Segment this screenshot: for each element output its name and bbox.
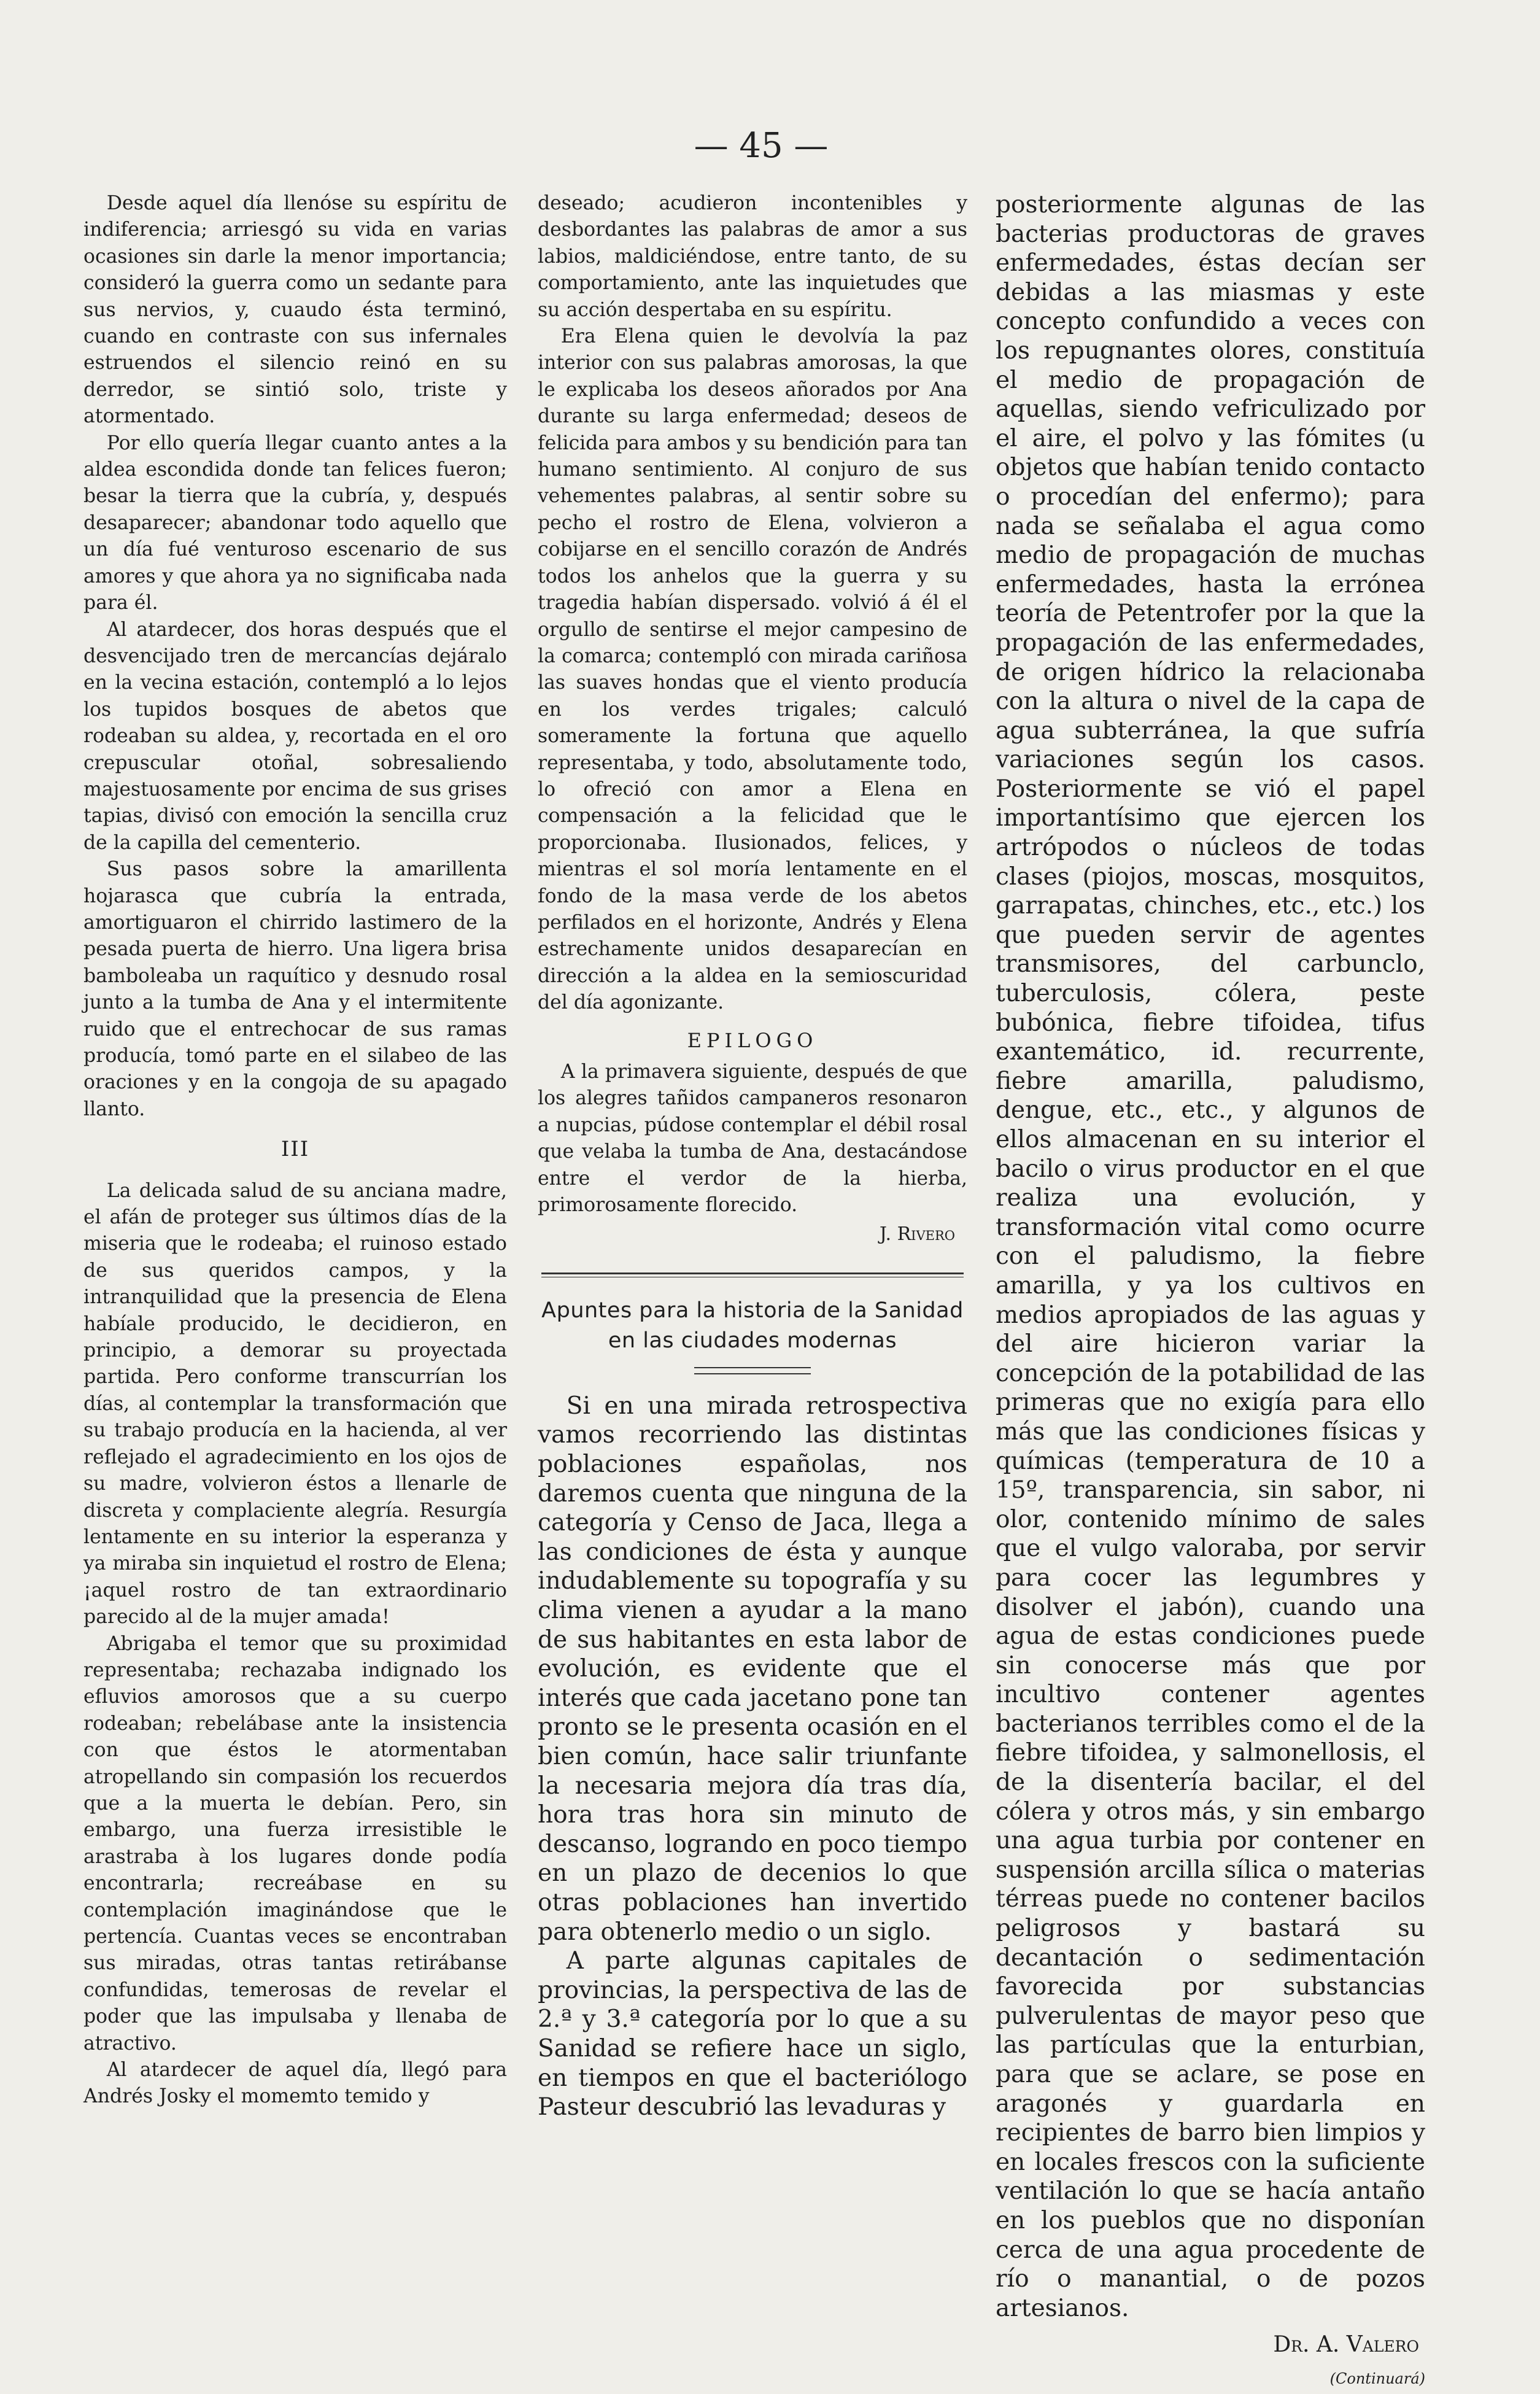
author-signature: J. Rivero — [879, 1223, 955, 1245]
paragraph: Era Elena quien le devolvía la paz interior con sus palabras amorosas, la que le explicaba los deseos añorados por Ana durante su larga enfermedad; deseos de felicida para ambos y su bendición para tan humano sentimiento. Al conjuro de sus vehementes palabras, al sentir sobre su pecho el rostro de Elena, volvieron a cobijarse en el sencillo corazón de Andrés todos los anhelos que la guerra y su tragedia habían dispersado. volvió á él el orgullo de sentirse el mejor campesino de la comarca; contempló con mirada cariñosa las suaves hondas que el viento producía en los verdes trigales; calculó someramente la fortuna que aquello representaba, y todo, absolutamente todo, lo ofreció con amor a Elena en compensación a la felicidad que le proporcionaba. Ilusionados, felices, y mientras el sol moría lentamente en el fondo de la masa verde de los abetos perfilados en el horizonte, Andrés y Elena estrechamente unidos desaparecían en dirección a la aldea en la semioscuridad del día agonizante. — [538, 325, 967, 1014]
paragraph: posteriormente algunas de las bacterias productoras de graves enfermedades, éstas decían ser debidas a las miasmas y este concepto confundido a veces con los repugnantes olores, constituía el medio de propagación de aquellas, siendo vefriculizado por el aire, el polvo y las fómites (u objetos que habían tenido contacto o procedían del enfermo); para nada se señalaba el agua como medio de propagación de muchas enfermedades, hasta la errónea teoría de Petentrofer por la que la propagación de las enfermedades, de origen hídrico la relacionaba con la altura o nivel de la capa de agua subterránea, la que sufría variaciones según los casos. Posteriormente se vió el papel importantísimo que ejercen los artrópodos o núcleos de todas clases (piojos, moscas, mosquitos, garrapatas, chinches, etc., etc.) los que pueden servir de agentes transmisores, del carbunclo, tuberculosis, cólera, peste bubónica, fiebre tifoidea, tifus exantemático, id. recurrente, fiebre amarilla, paludismo, dengue, etc., etc., y algunos de ellos almacenan en su interior el bacilo o virus productor en el que realiza una evolución, y transformación vital como ocurre con el paludismo, la fiebre amarilla, y ya los cultivos en medios apropiados de las aguas y del aire hicieron variar la concepción de la potabilidad de las primeras que no exigía para ello más que las condiciones físicas y químicas (temperatura de 10 a 15º, transparencia, sin sabor, ni olor, contenido mínimo de sales que el vulgo valoraba, por servir para cocer las legumbres y disolver el jabón), cuando una agua de estas condiciones puede sin conocerse más que por incultivo contener agentes bacterianos terribles como el de la fiebre tifoidea, y salmonellosis, el de la disentería bacilar, el del cólera y otros más, y sin embargo una agua turbia por contener en suspensión arcilla sílica o materias térreas puede no contener bacilos peligrosos y bastará su decantación o sedimentación favorecida por substancias pulverulentas de mayor peso que las partículas que la enturbian, para que se aclare, se pose en aragonés y guardarla en recipientes de barro bien limpios y en locales frescos con la suficiente ventilación lo que se hacía antaño en los pueblos que no disponían cerca de una agua procedente de río o manantial, o de pozos artesianos. — [996, 191, 1425, 2322]
column-middle — [538, 190, 967, 2228]
ornament-divider — [694, 1367, 811, 1374]
author-signature: Dr. A. Valero — [1273, 2332, 1419, 2358]
page-number: — 45 — — [694, 126, 829, 166]
paragraph: A la primavera siguiente, después de que los alegres tañidos campaneros resonaron a nupcias, púdose contemplar el débil rosal que velaba la tumba de Ana, destacándose entre el verdor de la hierba, primorosamente florecido. — [538, 1061, 967, 1217]
article-title: Apuntes para la historia de la Sanidad en las ciudades modernas — [541, 1298, 964, 1353]
paragraph: Por ello quería llegar cuanto antes a la aldea escondida donde tan felices fueron; besar la tierra que la cubría, y, después desaparecer; abandonar todo aquello que un día fué venturoso escenario de sus amores y que ahora ya no significaba nada para él. — [83, 432, 507, 614]
paragraph: Al atardecer de aquel día, llegó para Andrés Josky el momemto temido y — [83, 2059, 507, 2108]
paragraph: A parte algunas capitales de provincias, la perspectiva de las de 2.ª y 3.ª categoría por lo que a su Sanidad se refiere hace un siglo, en tiempos en que el bacteriólogo Pasteur descubrió las levaduras y — [538, 1947, 967, 2121]
continued-note: (Continuará) — [1329, 2369, 1425, 2387]
paragraph: Abrigaba el temor que su proximidad representaba; rechazaba indignado los efluvios amorosos que a su cuerpo rodeaban; rebelábase ante la insistencia con que éstos le atormentaban atropellando sin compasión los recuerdos que a la muerta le debían. Pero, sin embargo, una fuerza irresistible le arastraba à los lugares donde podía encontrarla; recreábase en su contemplación imaginándose que le pertencía. Cuantas veces se encontraban sus miradas, otras tantas retirábanse confundidas, temerosas de revelar el poder que las impulsaba y llenaba de atractivo. — [83, 1632, 507, 2055]
column-right — [996, 190, 1425, 2387]
paragraph: Sus pasos sobre la amarillenta hojarasca que cubría la entrada, amortiguaron el chirrido lastimero de la pesada puerta de hierro. Una ligera brisa bamboleaba un raquítico y desnudo rosal junto a la tumba de Ana y el intermitente ruido que el entrechocar de sus ramas producía, tomó parte en el silabeo de las oraciones y en la congoja de su apagado llanto. — [83, 858, 507, 1120]
column-left — [83, 190, 507, 2216]
paragraph: Al atardecer, dos horas después que el desvencijado tren de mercancías dejáralo en la vecina estación, contempló a lo lejos los tupidos bosques de abetos que rodeaban su aldea, y, recortada en el oro crepuscular otoñal, sobresaliendo majestuosamente por encima de sus grises tapias, divisó con emoción la sencilla cruz de la capilla del cementerio. — [83, 618, 507, 854]
paragraph: La delicada salud de su anciana madre, el afán de proteger sus últimos días de la miseria que le rodeaba; el ruinoso estado de sus queridos campos, y la intranquilidad que la presencia de Elena habíale producido, le decidieron, en principio, a demorar su proyectada partida. Pero conforme transcurrían los días, al contemplar la transformación que su trabajo producía en la hacienda, al ver reflejado el agradecimiento en los ojos de su madre, volvieron éstos a llenarle de discreta y complaciente alegría. Resurgía lentamente en su interior la esperanza y ya miraba sin inquietud el rostro de Elena; ¡aquel rostro de tan extraordinario parecido al de la mujer amada! — [83, 1179, 507, 1629]
article-body — [538, 1392, 967, 2122]
paragraph: deseado; acudieron incontenibles y desbordantes las palabras de amor a sus labios, maldiciéndose, entre tanto, de su comportamiento, ante las inquietudes que su acción despertaba en su espíritu. — [538, 192, 967, 321]
paragraph: Desde aquel día llenóse su espíritu de indiferencia; arriesgó su vida en varias ocasiones sin darle la menor importancia; consideró la guerra como un sedante para sus nervios, y, cuaudo ésta terminó, cuando en contraste con sus infernales estruendos el silencio reinó en su derredor, se sintió solo, triste y atormentado. — [83, 192, 507, 428]
section-divider — [541, 1273, 964, 1277]
paragraph: Si en una mirada retrospectiva vamos recorriendo las distintas poblaciones españolas, nos daremos cuenta que ninguna de la categoría y Censo de Jaca, llega a las condiciones de ésta y aunque indudablemente su topografía y su clima vienen a ayudar a la mano de sus habitantes en esta labor de evolución, es evidente que el interés que cada jacetano pone tan pronto se le presenta ocasión en el bien común, hace salir triunfante la necesaria mejora día tras día, hora tras hora sin minuto de descanso, logrando en poco tiempo en un plazo de decenios lo que otras poblaciones han invertido para obtenerlo medio o un siglo. — [538, 1392, 967, 1946]
epilogue-heading: EPILOGO — [687, 1028, 818, 1052]
section-heading: III — [281, 1137, 310, 1162]
